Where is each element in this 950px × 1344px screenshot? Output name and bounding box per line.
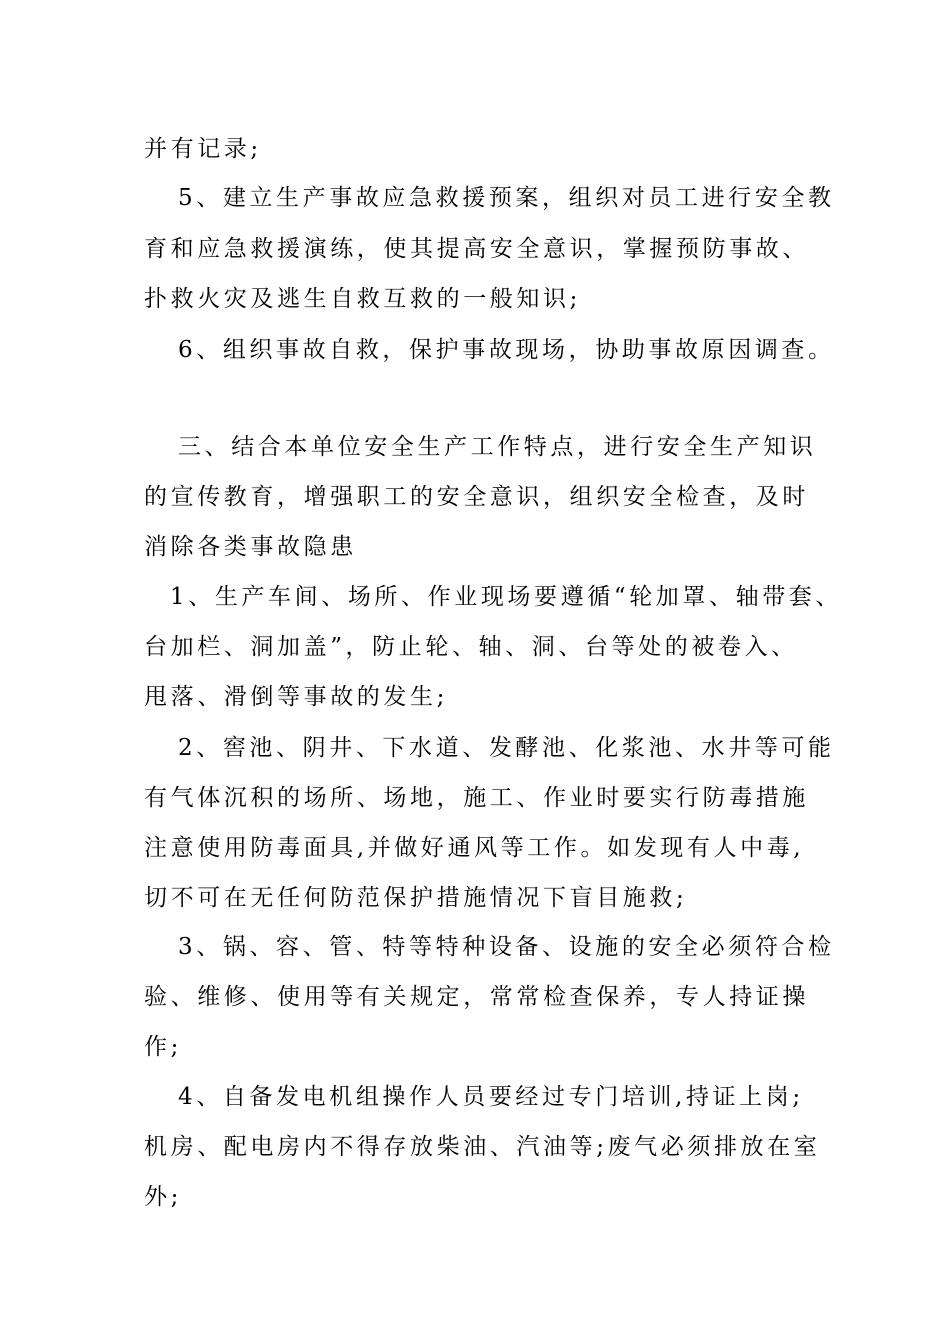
text-line: 的宣传教育，增强职工的安全意识，组织安全检查，及时 — [144, 484, 809, 510]
section-heading: 三、结合本单位安全生产工作特点，进行安全生产知识 — [178, 434, 817, 460]
text-line: 扑救火灾及逃生自救互救的一般知识; — [144, 286, 581, 312]
text-line: 机房、配电房内不得存放柴油、汽油等;废气必须排放在室 — [144, 1134, 821, 1160]
text-line: 验、维修、使用等有关规定，常常检查保养，专人持证操 — [144, 984, 809, 1010]
text-line: 6、组织事故自救，保护事故现场，协助事故原因调查。 — [178, 337, 835, 363]
text-line: 外; — [144, 1184, 182, 1210]
text-line: 有气体沉积的场所、场地，施工、作业时要实行防毒措施 — [144, 785, 809, 811]
text-line: 4、自备发电机组操作人员要经过专门培训,持证上岗; — [178, 1084, 804, 1110]
text-line: 注意使用防毒面具,并做好通风等工作。如发现有人中毒, — [144, 835, 805, 861]
text-line: 2、窖池、阴井、下水道、发酵池、化浆池、水井等可能 — [178, 735, 835, 761]
text-line: 切不可在无任何防范保护措施情况下盲目施救; — [144, 885, 688, 911]
text-line: 5、建立生产事故应急救援预案，组织对员工进行安全教 — [178, 185, 835, 211]
text-line: 育和应急救援演练，使其提高安全意识，掌握预防事故、 — [144, 236, 809, 262]
text-line: 3、锅、容、管、特等特种设备、设施的安全必须符合检 — [178, 934, 835, 960]
text-line: 作; — [144, 1034, 182, 1060]
text-line: 并有记录; — [144, 136, 262, 162]
text-line: 消除各类事故隐患 — [144, 534, 357, 560]
text-line: 甩落、滑倒等事故的发生; — [144, 684, 448, 710]
text-line: 1、生产车间、场所、作业现场要遵循“轮加罩、轴带套、 — [170, 584, 842, 610]
text-line: 台加栏、洞加盖”，防止轮、轴、洞、台等处的被卷入、 — [144, 634, 798, 660]
